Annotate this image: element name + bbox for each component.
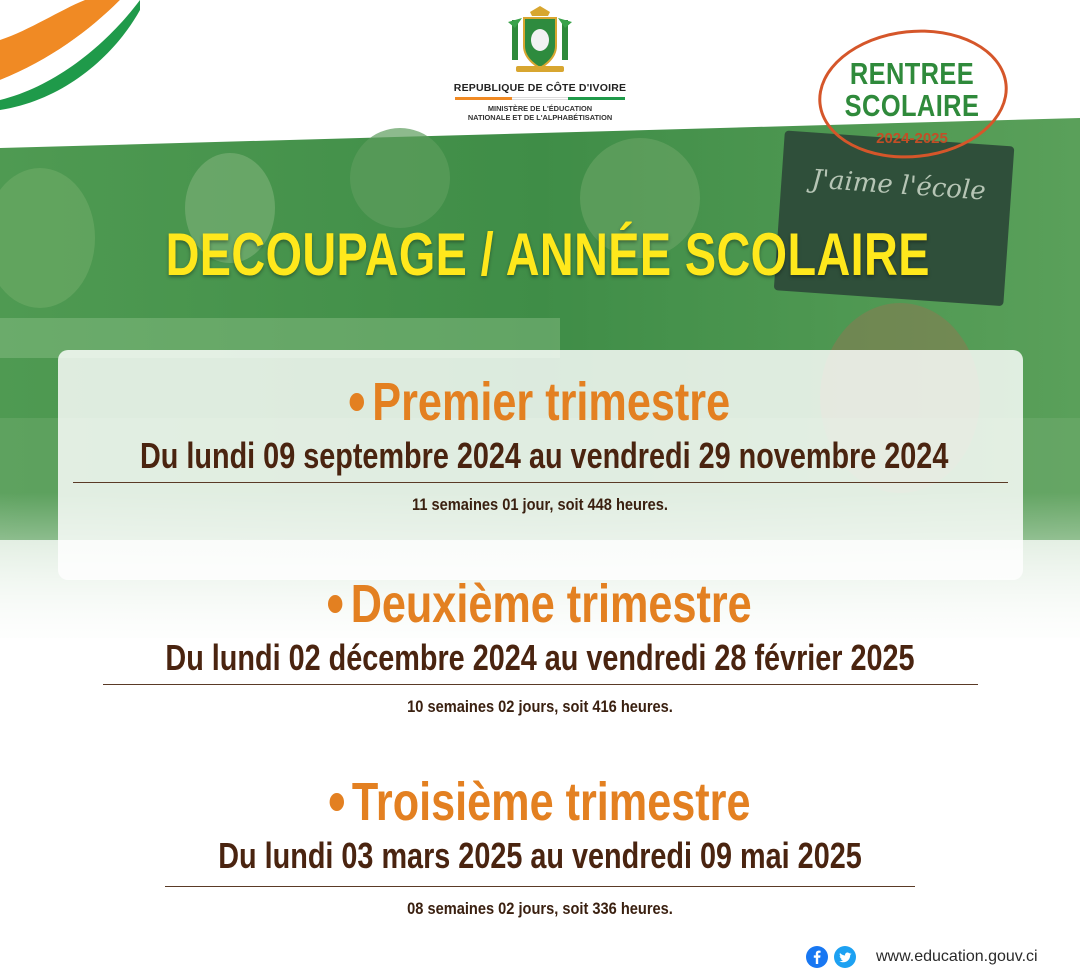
badge-line2: SCOLAIRE <box>844 88 980 123</box>
trimester-duration: 10 semaines 02 jours, soit 416 heures. <box>407 697 673 716</box>
bullet-icon <box>350 393 364 411</box>
divider <box>103 684 978 685</box>
tricolor-bar <box>455 97 625 100</box>
trimester-heading: Deuxième trimestre <box>140 574 940 634</box>
trimester-heading: Troisième trimestre <box>140 772 940 832</box>
trimester-2 <box>40 574 1040 717</box>
footer <box>806 946 1038 968</box>
trimester-dates: Du lundi 03 mars 2025 au vendredi 09 mai 2025 <box>218 835 862 876</box>
facebook-icon[interactable] <box>806 946 828 968</box>
republic-name: REPUBLIQUE DE CÔTE D'IVOIRE <box>453 82 627 94</box>
website-url[interactable]: www.education.gouv.ci <box>876 948 1038 965</box>
trimester-duration: 11 semaines 01 jour, soit 448 heures. <box>411 495 668 514</box>
ministry-header <box>440 6 640 122</box>
trimester-heading: Premier trimestre <box>140 372 940 432</box>
divider <box>73 482 1008 483</box>
divider <box>165 886 915 887</box>
trimester-dates: Du lundi 02 décembre 2024 au vendredi 28 février 2025 <box>165 637 915 678</box>
trimester-1 <box>40 372 1040 515</box>
trimester-3 <box>40 772 1040 919</box>
rentree-badge <box>812 22 1012 162</box>
coat-of-arms-icon <box>508 6 572 76</box>
main-title: DECOUPAGE / ANNÉE SCOLAIRE <box>165 221 930 288</box>
bullet-icon <box>328 595 342 613</box>
bullet-icon <box>330 793 344 811</box>
badge-line1: RENTREE <box>849 56 975 91</box>
trimester-duration: 08 semaines 02 jours, soit 336 heures. <box>407 899 673 918</box>
twitter-icon[interactable] <box>834 946 856 968</box>
trimester-dates: Du lundi 09 septembre 2024 au vendredi 29 novembre 2024 <box>140 435 949 476</box>
ministry-line2: NATIONALE ET DE L'ALPHABÉTISATION <box>467 113 613 122</box>
ministry-line1: MINISTÈRE DE L'ÉDUCATION <box>487 104 593 113</box>
flag-swoosh <box>0 0 140 110</box>
badge-year: 2024-2025 <box>876 130 948 147</box>
